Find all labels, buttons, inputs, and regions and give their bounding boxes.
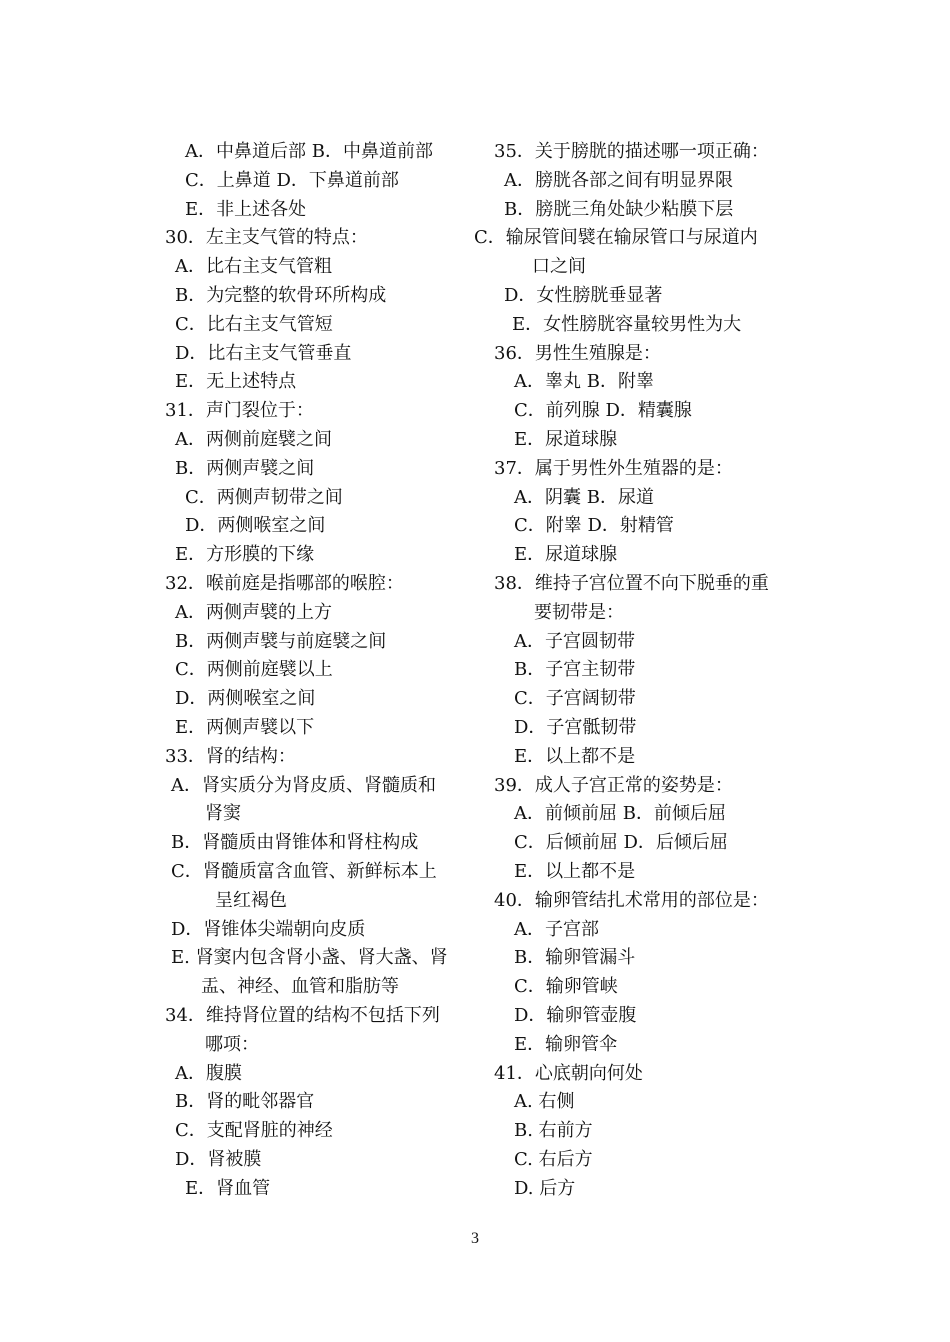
- left-column-line: B．肾的毗邻器官: [175, 1091, 315, 1113]
- left-column-line: C．比右主支气管短: [175, 313, 333, 335]
- right-column-line: 41．心底朝向何处: [494, 1062, 643, 1084]
- right-column-line: 要韧带是：: [534, 601, 624, 623]
- right-column-line: 口之间: [532, 256, 586, 278]
- left-column-line: B．为完整的软骨环所构成: [175, 284, 387, 306]
- left-column-line: A．两侧前庭襞之间: [175, 428, 332, 450]
- right-column-line: 35．关于膀胱的描述哪一项正确：: [494, 141, 769, 162]
- left-column-line: C．两侧声韧带之间: [185, 486, 343, 508]
- right-column-line: C．前列腺 D．精囊腺: [514, 400, 692, 422]
- right-column-line: 36．男性生殖腺是：: [494, 342, 661, 364]
- left-column-line: D．肾锥体尖端朝向皮质: [171, 918, 366, 940]
- right-column-line: E．以上都不是: [514, 860, 636, 882]
- right-column-line: C．子宫阔韧带: [514, 688, 636, 710]
- left-column-line: 33．肾的结构：: [165, 745, 296, 767]
- left-column-line: D．肾被膜: [175, 1148, 262, 1170]
- right-column: [474, 138, 814, 1203]
- left-column-line: A．肾实质分为肾皮质、肾髓质和: [171, 774, 436, 796]
- left-column-line: E．肾血管: [185, 1177, 271, 1199]
- right-column-line: E．尿道球腺: [514, 544, 618, 566]
- right-column-line: E．尿道球腺: [514, 428, 618, 450]
- left-column-line: E．两侧声襞以下: [175, 716, 315, 738]
- right-column-line: E．输卵管伞: [514, 1033, 618, 1055]
- left-column-line: D．比右主支气管垂直: [175, 342, 352, 364]
- right-column-line: C．输卵管峡: [514, 976, 618, 998]
- right-column-line: 39．成人子宫正常的姿势是：: [494, 774, 733, 796]
- right-column-line: C．输尿管间襞在输尿管口与尿道内: [474, 227, 758, 249]
- right-column-line: A. 右侧: [514, 1091, 575, 1113]
- left-column-line: D．两侧喉室之间: [175, 688, 316, 710]
- right-column-line: B. 右前方: [514, 1120, 593, 1142]
- left-column-line: C．两侧前庭襞以上: [175, 659, 333, 681]
- left-column-line: 哪项：: [205, 1033, 259, 1055]
- left-column-line: E．方形膜的下缘: [175, 544, 315, 566]
- left-column-line: 呈红褐色: [215, 889, 287, 911]
- right-column-line: E．女性膀胱容量较男性为大: [512, 313, 742, 335]
- right-column-line: D．子宫骶韧带: [514, 716, 637, 738]
- left-column-line: E．无上述特点: [175, 371, 297, 393]
- left-column-line: B．两侧声襞与前庭襞之间: [175, 630, 387, 652]
- right-column-line: 37．属于男性外生殖器的是：: [494, 457, 733, 479]
- right-column-line: 40．输卵管结扎术常用的部位是：: [494, 889, 769, 911]
- right-column-line: E．以上都不是: [514, 745, 636, 767]
- left-column-line: C．支配肾脏的神经: [175, 1120, 333, 1142]
- left-column-line: 盂、神经、血管和脂肪等: [201, 976, 399, 998]
- left-column-line: A．比右主支气管粗: [175, 256, 332, 278]
- right-column-line: D．输卵管壶腹: [514, 1004, 637, 1026]
- right-column-line: B．输卵管漏斗: [514, 947, 636, 969]
- left-column-line: E．非上述各处: [185, 198, 307, 220]
- left-column-line: C．肾髓质富含血管、新鲜标本上: [171, 860, 437, 882]
- right-column-line: C．后倾前屈 D．后倾后屈: [514, 832, 728, 854]
- right-column-line: A．子宫部: [514, 918, 599, 940]
- left-column-line: B．肾髓质由肾锥体和肾柱构成: [171, 832, 419, 854]
- right-column-line: C. 右后方: [514, 1148, 593, 1170]
- left-column-line: 34．维持肾位置的结构不包括下列: [165, 1004, 440, 1026]
- left-column-line: 30．左主支气管的特点：: [165, 227, 368, 249]
- right-column-line: 38．维持子宫位置不向下脱垂的重: [494, 572, 769, 594]
- left-column-line: C．上鼻道 D．下鼻道前部: [185, 169, 399, 191]
- left-column: [165, 138, 495, 1203]
- right-column-line: A．睾丸 B．附睾: [514, 371, 654, 393]
- right-column-line: A．子宫圆韧带: [514, 630, 635, 652]
- left-column-line: A．腹膜: [175, 1062, 242, 1084]
- left-column-line: A．中鼻道后部 B．中鼻道前部: [185, 141, 433, 162]
- left-column-line: 32．喉前庭是指哪部的喉腔：: [165, 572, 404, 594]
- right-column-line: D．女性膀胱垂显著: [504, 284, 663, 306]
- right-column-line: A．膀胱各部之间有明显界限: [504, 169, 733, 191]
- left-column-line: 肾窦: [205, 803, 241, 825]
- right-column-line: A．阴囊 B．尿道: [514, 486, 654, 508]
- right-column-line: D. 后方: [514, 1177, 576, 1199]
- right-column-line: B．子宫主韧带: [514, 659, 636, 681]
- right-column-line: B．膀胱三角处缺少粘膜下层: [504, 198, 734, 220]
- right-column-line: C．附睾 D．射精管: [514, 515, 674, 537]
- left-column-line: E. 肾窦内包含肾小盏、肾大盏、肾: [171, 947, 448, 969]
- left-column-line: 31．声门裂位于：: [165, 400, 314, 422]
- left-column-line: A．两侧声襞的上方: [175, 601, 332, 623]
- page-number: 3: [471, 1230, 479, 1247]
- left-column-line: B．两侧声襞之间: [175, 457, 315, 479]
- right-column-line: A．前倾前屈 B．前倾后屈: [514, 803, 726, 825]
- left-column-line: D．两侧喉室之间: [185, 515, 326, 537]
